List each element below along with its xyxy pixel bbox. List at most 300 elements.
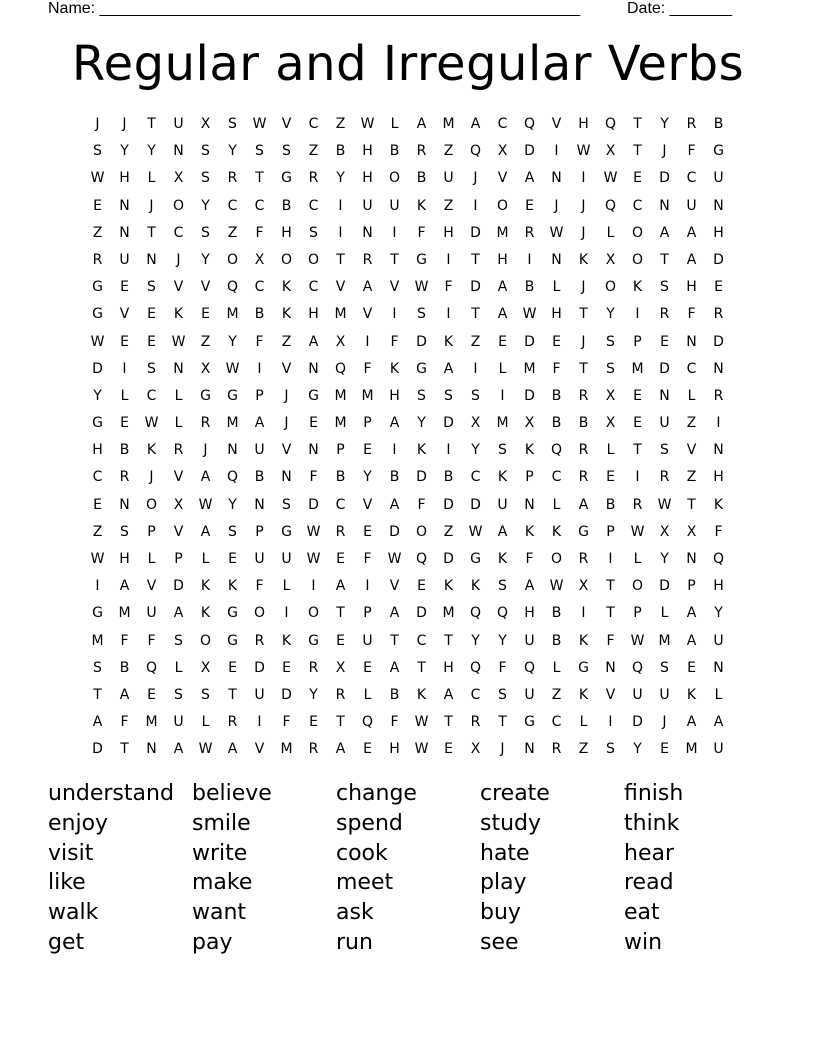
grid-letter: H [524,605,535,622]
grid-letter: R [227,170,238,187]
grid-letter: W [360,116,375,132]
grid-letter: W [657,496,672,513]
grid-letter: H [362,143,373,160]
word-bank-item: see [480,929,519,955]
word-bank-item: win [624,929,663,955]
grid-letter: X [524,415,535,432]
grid-letter: H [497,251,508,268]
grid-letter: Q [226,469,239,486]
grid-letter: A [578,496,589,513]
grid-letter: M [361,387,374,404]
grid-letter: V [551,116,562,132]
grid-letter: N [227,442,238,459]
grid-letter: W [306,551,321,567]
grid-letter: P [363,605,372,622]
grid-letter: D [524,333,535,350]
grid-letter: M [145,714,158,731]
grid-letter: Y [606,306,615,323]
grid-letter: V [389,279,400,296]
grid-letter: E [147,333,156,350]
grid-letter: D [713,251,724,268]
grid-letter: S [93,143,102,160]
grid-letter: I [581,605,586,622]
grid-letter: E [552,333,561,350]
grid-letter: Q [496,605,509,622]
grid-letter: S [174,686,183,703]
grid-letter: W [630,523,645,540]
grid-letter: K [200,578,211,595]
grid-letter: C [551,469,562,486]
grid-letter: J [122,116,127,132]
word-bank-item: visit [48,840,94,866]
letter-grid [84,113,732,766]
grid-letter: L [147,551,156,567]
name-field-line: Name: ______________________________________________________ [48,0,581,17]
grid-letter: C [308,279,319,296]
grid-letter: U [146,605,157,622]
grid-letter: R [659,306,670,323]
grid-letter: U [281,551,292,567]
grid-letter: N [686,333,697,350]
grid-letter: H [551,306,562,323]
grid-letter: C [92,469,103,486]
grid-letter: P [633,605,642,622]
grid-letter: A [686,251,697,268]
grid-letter: E [633,387,642,404]
grid-letter: W [603,170,618,187]
grid-letter: N [173,143,184,160]
grid-letter: Z [281,333,292,350]
grid-letter: S [201,143,210,160]
grid-letter: L [147,170,156,187]
grid-letter: S [606,333,615,350]
word-bank-row [48,810,768,840]
grid-letter: T [336,251,345,268]
grid-row [84,439,732,466]
grid-letter: N [713,659,724,676]
grid-letter: C [254,197,265,214]
grid-letter: E [660,333,669,350]
grid-letter: I [311,578,316,595]
grid-letter: W [225,360,240,377]
grid-letter: V [686,442,697,459]
grid-letter: R [200,415,211,432]
grid-row [84,276,732,303]
grid-letter: T [390,632,399,649]
grid-letter: C [470,686,481,703]
grid-letter: K [200,605,211,622]
grid-letter: I [95,578,100,595]
grid-letter: Y [633,741,642,758]
grid-letter: O [550,551,563,567]
grid-letter: M [334,306,347,323]
grid-letter: Y [714,605,723,622]
grid-letter: E [363,741,372,758]
grid-letter: Z [686,469,697,486]
grid-letter: S [309,224,318,241]
grid-letter: M [91,632,104,649]
grid-letter: B [254,469,265,486]
word-bank-item: enjoy [48,810,109,836]
grid-letter: M [226,415,239,432]
grid-letter: O [145,496,158,513]
grid-letter: W [468,523,483,540]
grid-letter: B [443,469,454,486]
word-bank-row [48,899,768,929]
grid-letter: R [362,251,373,268]
grid-letter: U [713,170,724,187]
grid-letter: I [581,170,586,187]
grid-letter: D [659,578,670,595]
grid-letter: A [443,360,454,377]
grid-letter: X [335,333,346,350]
grid-letter: K [281,632,292,649]
grid-letter: D [443,496,454,513]
grid-row [84,575,732,602]
grid-letter: T [417,659,426,676]
grid-letter: J [176,251,181,268]
grid-letter: Q [523,659,536,676]
grid-letter: S [228,116,237,132]
grid-letter: E [147,686,156,703]
grid-letter: P [606,523,615,540]
grid-row [84,222,732,249]
grid-letter: R [470,714,481,731]
grid-letter: H [92,442,103,459]
grid-letter: C [308,116,319,132]
grid-letter: B [119,442,130,459]
grid-letter: U [497,496,508,513]
grid-letter: I [527,251,532,268]
grid-letter: G [308,632,319,649]
grid-letter: O [631,224,644,241]
grid-letter: C [416,632,427,649]
grid-letter: C [146,387,157,404]
grid-letter: W [630,632,645,649]
grid-letter: R [551,741,562,758]
grid-letter: N [119,496,130,513]
word-bank-item: think [624,810,680,836]
grid-letter: T [444,714,453,731]
grid-letter: X [335,659,346,676]
grid-letter: X [605,387,616,404]
grid-letter: B [254,306,265,323]
grid-letter: B [551,415,562,432]
grid-letter: I [608,714,613,731]
grid-letter: S [228,523,237,540]
grid-letter: N [713,197,724,214]
grid-letter: K [281,306,292,323]
grid-letter: I [392,442,397,459]
grid-letter: J [203,442,208,459]
grid-letter: A [686,605,697,622]
grid-letter: O [199,632,212,649]
grid-letter: O [604,279,617,296]
grid-letter: R [416,143,427,160]
grid-row [84,738,732,765]
grid-letter: Y [471,442,480,459]
grid-letter: N [308,442,319,459]
grid-letter: J [662,143,667,160]
grid-letter: P [147,523,156,540]
grid-letter: P [255,523,264,540]
grid-letter: A [416,116,427,132]
grid-letter: J [95,116,100,132]
grid-letter: X [200,116,211,132]
grid-letter: D [281,686,292,703]
grid-letter: F [255,578,264,595]
grid-letter: S [498,686,507,703]
grid-letter: Y [498,632,507,649]
grid-letter: Q [550,442,563,459]
grid-letter: A [335,578,346,595]
grid-letter: M [658,632,671,649]
grid-letter: Z [443,143,454,160]
grid-letter: H [389,741,400,758]
grid-letter: X [470,415,481,432]
grid-letter: A [200,523,211,540]
grid-letter: Y [228,333,237,350]
grid-letter: I [473,360,478,377]
grid-letter: P [633,333,642,350]
grid-letter: X [659,523,670,540]
word-bank-item: ask [336,900,374,926]
grid-letter: W [522,306,537,323]
grid-letter: A [524,170,535,187]
grid-letter: X [578,578,589,595]
grid-letter: S [93,659,102,676]
grid-letter: S [471,387,480,404]
word-bank-item: get [48,929,85,955]
grid-letter: R [227,714,238,731]
grid-letter: E [714,279,723,296]
grid-letter: W [252,116,267,132]
grid-letter: G [92,605,103,622]
grid-letter: J [662,714,667,731]
grid-letter: S [147,279,156,296]
grid-letter: W [576,143,591,160]
grid-letter: K [524,442,535,459]
grid-letter: C [632,197,643,214]
grid-letter: Z [443,523,454,540]
grid-letter: U [632,686,643,703]
grid-letter: K [632,279,643,296]
grid-letter: I [446,442,451,459]
grid-letter: S [444,387,453,404]
grid-letter: H [362,170,373,187]
grid-letter: W [414,279,429,296]
grid-letter: T [336,605,345,622]
grid-letter: C [551,714,562,731]
grid-letter: T [444,632,453,649]
grid-letter: K [443,578,454,595]
grid-letter: R [713,306,724,323]
grid-letter: A [308,333,319,350]
grid-letter: W [90,170,105,187]
grid-letter: I [446,306,451,323]
grid-letter: E [336,632,345,649]
grid-letter: V [173,523,184,540]
grid-letter: K [416,442,427,459]
grid-letter: M [118,605,131,622]
word-bank-item: walk [48,900,99,926]
grid-letter: Y [93,387,102,404]
grid-letter: I [257,714,262,731]
grid-letter: A [389,605,400,622]
grid-letter: D [92,360,103,377]
grid-letter: S [498,442,507,459]
grid-row [84,303,732,330]
grid-letter: A [686,714,697,731]
grid-letter: T [660,251,669,268]
grid-letter: H [713,469,724,486]
grid-letter: B [416,170,427,187]
grid-letter: U [254,551,265,567]
grid-letter: L [174,659,183,676]
grid-letter: N [713,360,724,377]
grid-letter: E [687,659,696,676]
grid-letter: C [497,116,508,132]
grid-letter: W [90,551,105,567]
grid-letter: K [389,360,400,377]
grid-letter: N [281,469,292,486]
grid-letter: M [226,306,239,323]
grid-letter: E [228,551,237,567]
grid-letter: Q [604,197,617,214]
grid-letter: D [308,496,319,513]
grid-letter: H [578,116,589,132]
grid-letter: L [579,714,588,731]
grid-letter: V [281,360,292,377]
word-bank-row [48,840,768,870]
grid-letter: W [414,714,429,731]
grid-letter: M [496,415,509,432]
grid-letter: Z [470,333,481,350]
grid-letter: T [255,170,264,187]
grid-letter: N [119,224,130,241]
grid-letter: F [390,333,399,350]
grid-letter: I [365,578,370,595]
grid-letter: J [500,741,505,758]
grid-letter: V [605,686,616,703]
grid-row [84,412,732,439]
grid-letter: D [443,415,454,432]
grid-letter: K [578,251,589,268]
grid-letter: E [498,333,507,350]
grid-letter: E [633,415,642,432]
grid-letter: Q [604,116,617,132]
grid-letter: Y [201,251,210,268]
grid-letter: K [551,523,562,540]
grid-letter: V [281,116,292,132]
grid-row [84,249,732,276]
word-bank-item: study [480,810,542,836]
grid-letter: F [309,469,318,486]
grid-letter: Y [417,415,426,432]
word-bank-item: cook [336,840,388,866]
grid-letter: J [284,387,289,404]
grid-letter: L [687,387,696,404]
word-bank [48,780,768,959]
grid-letter: U [524,632,535,649]
grid-letter: L [552,279,561,296]
grid-letter: X [605,143,616,160]
grid-letter: H [119,551,130,567]
grid-letter: C [686,170,697,187]
grid-letter: G [308,387,319,404]
grid-letter: B [389,143,400,160]
grid-letter: G [524,714,535,731]
grid-letter: D [470,279,481,296]
grid-letter: O [388,170,401,187]
grid-letter: P [687,578,696,595]
grid-letter: Z [200,333,211,350]
grid-letter: S [174,632,183,649]
grid-letter: A [173,605,184,622]
grid-letter: W [387,551,402,567]
grid-letter: F [417,224,426,241]
grid-letter: G [92,415,103,432]
grid-letter: O [172,197,185,214]
word-bank-item: buy [480,900,521,926]
grid-letter: D [389,523,400,540]
grid-letter: O [253,605,266,622]
grid-letter: A [470,116,481,132]
grid-letter: B [389,469,400,486]
page-title: Regular and Irregular Verbs [71,36,745,92]
grid-letter: E [120,415,129,432]
grid-letter: N [362,224,373,241]
grid-letter: B [335,143,346,160]
grid-letter: M [631,360,644,377]
grid-letter: R [578,469,589,486]
word-bank-item: spend [336,810,403,836]
grid-letter: H [713,578,724,595]
grid-letter: E [606,469,615,486]
grid-letter: J [581,279,586,296]
grid-letter: B [551,632,562,649]
grid-letter: A [119,686,130,703]
grid-row [84,657,732,684]
grid-letter: F [363,551,372,567]
grid-letter: Q [469,659,482,676]
grid-letter: I [122,360,127,377]
grid-letter: A [335,741,346,758]
word-bank-item: eat [624,900,660,926]
grid-letter: I [635,469,640,486]
word-bank-item: write [192,840,248,866]
grid-row [84,385,732,412]
grid-letter: D [416,469,427,486]
grid-letter: L [174,387,183,404]
grid-letter: G [227,632,238,649]
grid-letter: F [714,523,723,540]
grid-letter: Z [335,116,346,132]
grid-letter: O [307,251,320,268]
grid-letter: G [227,387,238,404]
grid-letter: V [362,496,373,513]
grid-letter: G [416,251,427,268]
grid-letter: R [173,442,184,459]
grid-letter: M [442,116,455,132]
grid-letter: P [336,442,345,459]
grid-letter: U [362,632,373,649]
grid-letter: O [307,605,320,622]
grid-letter: R [308,741,319,758]
grid-letter: E [363,659,372,676]
grid-letter: S [282,496,291,513]
grid-letter: T [390,251,399,268]
